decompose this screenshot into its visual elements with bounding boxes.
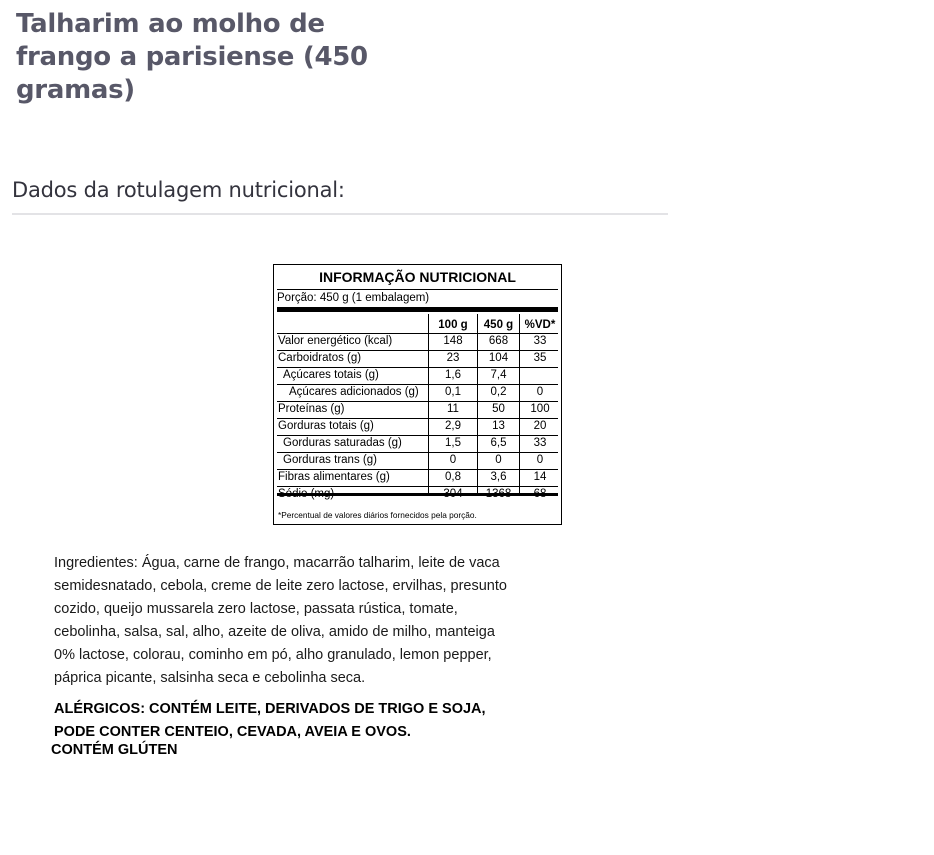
ingredients-text [54, 552, 554, 690]
value-450g: 104 [488, 352, 509, 364]
nutrient-label: Gorduras saturadas (g) [283, 437, 402, 449]
value-100g: 1,5 [445, 437, 461, 449]
ingredients-line: Ingredientes: Água, carne de frango, macarrão talharim, leite de vaca [54, 555, 500, 571]
value-100g: 1,6 [445, 369, 461, 381]
nutrient-label: Açúcares totais (g) [283, 369, 379, 381]
portion-size: Porção: 450 g (1 embalagem) [277, 292, 430, 304]
value-450g: 0,2 [490, 386, 507, 398]
section-divider [12, 213, 668, 215]
column-header-vd: %VD* [524, 319, 556, 331]
section-heading: Dados da rotulagem nutricional: [12, 178, 345, 202]
value-450g: 3,6 [490, 471, 507, 483]
value-450g: 668 [488, 335, 509, 347]
value-450g: 50 [492, 403, 505, 415]
value-100g: 11 [447, 403, 459, 415]
value-vd [520, 367, 560, 384]
value-100g: 2,9 [445, 420, 461, 432]
nutrient-label: Gorduras totais (g) [278, 420, 374, 432]
value-vd: 0 [536, 386, 544, 398]
product-title: Talharim ao molho de frango a parisiense (450 gramas) [16, 9, 368, 105]
gluten-warning: CONTÉM GLÚTEN [51, 742, 178, 758]
ingredients-line: cozido, queijo mussarela zero lactose, passata rústica, tomate, [54, 601, 458, 617]
value-vd: 14 [533, 471, 547, 483]
value-100g: 0,8 [445, 471, 461, 483]
column-header-100g: 100 g [438, 319, 468, 331]
value-100g: 148 [443, 335, 463, 347]
value-vd: 0 [536, 454, 544, 466]
nutrient-label: Valor energético (kcal) [278, 335, 393, 347]
value-450g: 7,4 [490, 369, 507, 381]
table-thick-divider [277, 307, 558, 312]
value-vd: 33 [533, 437, 547, 449]
nutrient-label: Carboidratos (g) [278, 352, 362, 364]
value-vd: 68 [533, 488, 547, 500]
value-100g: 304 [443, 488, 463, 500]
value-450g: 0 [495, 454, 502, 466]
nutrition-table-title: INFORMAÇÃO NUTRICIONAL [319, 269, 516, 285]
ingredients-line: 0% lactose, colorau, cominho em pó, alho granulado, lemon pepper, [54, 647, 492, 663]
nutrient-label: Fibras alimentares (g) [278, 471, 390, 483]
nutrient-label: Açúcares adicionados (g) [289, 386, 419, 398]
value-vd: 35 [533, 352, 547, 364]
nutrition-facts-table [273, 264, 562, 525]
allergen-line: PODE CONTER CENTEIO, CEVADA, AVEIA E OVOS. [54, 724, 411, 740]
value-450g: 13 [492, 420, 505, 432]
table-footnote: *Percentual de valores diários fornecidos pela porção. [278, 510, 477, 520]
ingredients-line: cebolinha, salsa, sal, alho, azeite de oliva, amido de milho, manteiga [54, 624, 495, 640]
value-vd: 100 [530, 403, 550, 415]
allergen-line: ALÉRGICOS: CONTÉM LEITE, DERIVADOS DE TRIGO E SOJA, [54, 701, 486, 717]
value-vd: 33 [533, 335, 547, 347]
column-header-450g: 450 g [483, 319, 514, 331]
allergen-warning [54, 698, 554, 744]
value-450g: 1368 [485, 488, 512, 500]
ingredients-line: semidesnatado, cebola, creme de leite zero lactose, ervilhas, presunto [54, 578, 507, 594]
nutrient-label: Sódio (mg) [278, 488, 335, 500]
value-100g: 0,1 [445, 386, 461, 398]
value-vd: 20 [533, 420, 547, 432]
value-100g: 0 [449, 454, 457, 466]
nutrient-label: Gorduras trans (g) [283, 454, 377, 466]
nutrient-label: Proteínas (g) [278, 403, 345, 415]
table-divider [277, 289, 558, 290]
ingredients-line: páprica picante, salsinha seca e cebolinha seca. [54, 670, 366, 686]
value-450g: 6,5 [490, 437, 507, 449]
value-100g: 23 [446, 352, 460, 364]
